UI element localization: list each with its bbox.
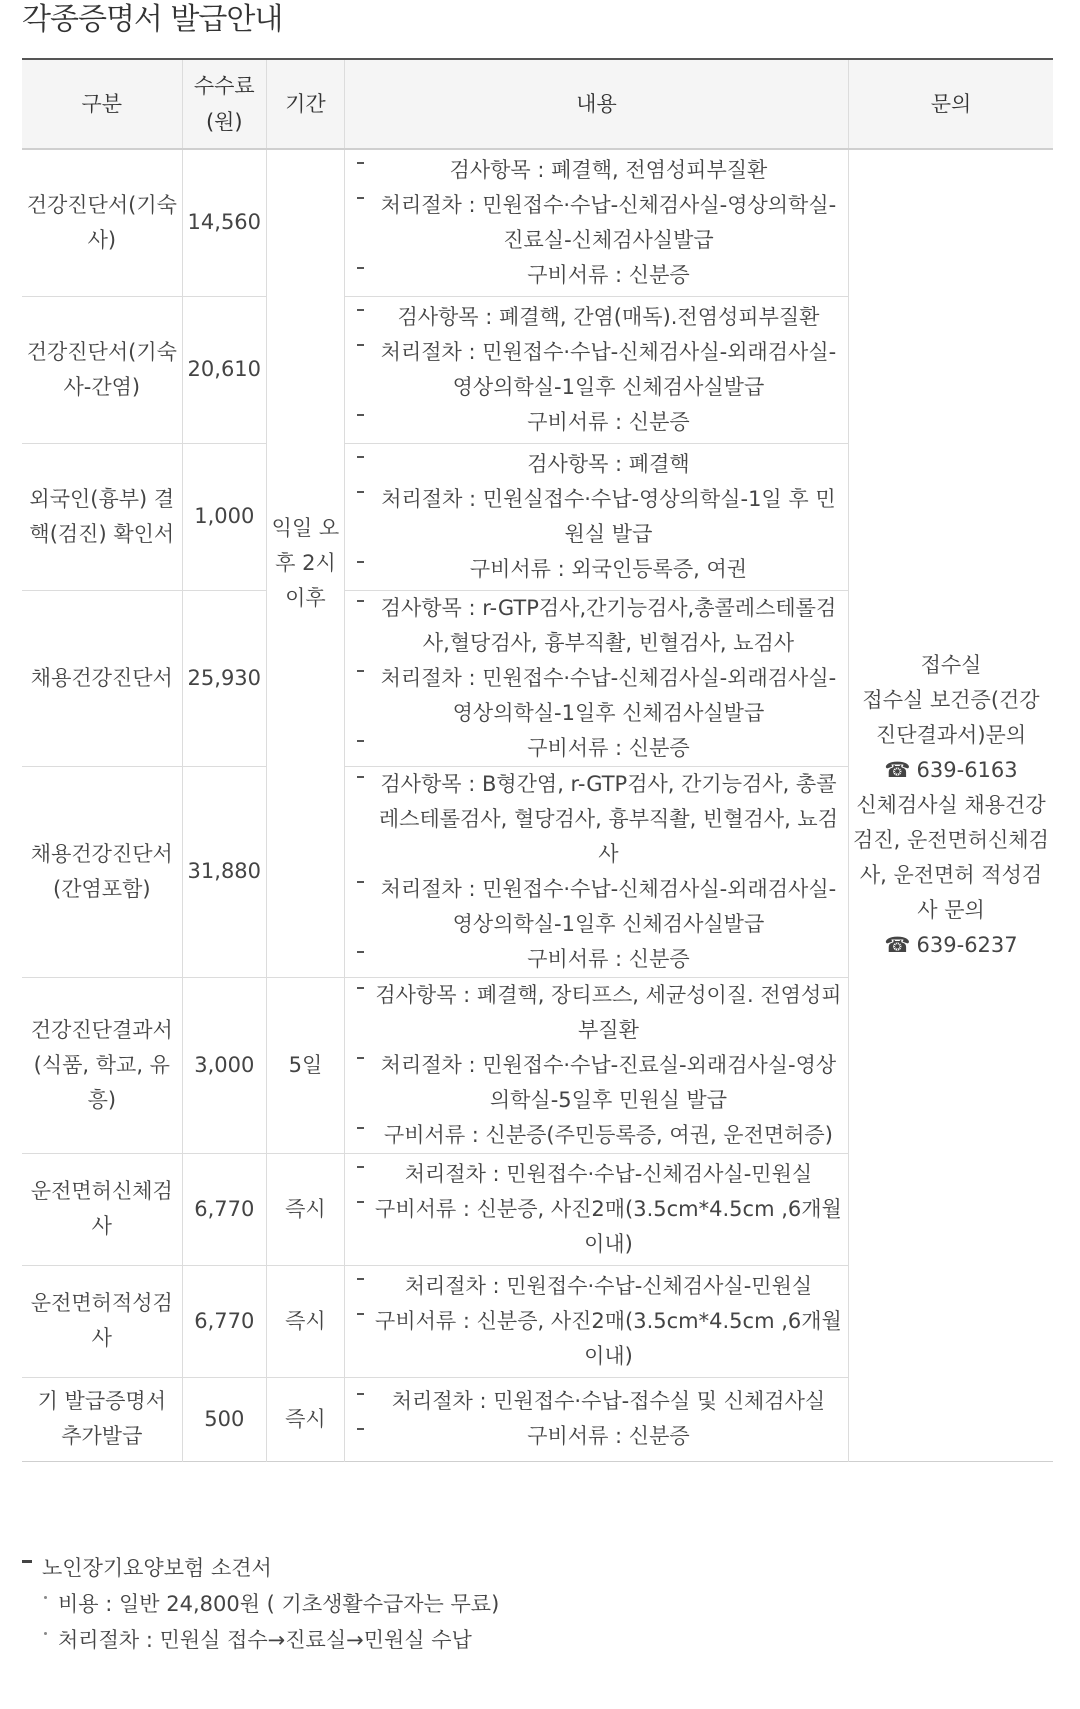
list-item: 처리절차 : 민원실접수·수납-영상의학실-1일 후 민원실 발급: [349, 482, 844, 552]
cell-content: [344, 1153, 848, 1265]
header-content: 내용: [344, 59, 848, 149]
page-title: 각종증명서 발급안내: [22, 2, 283, 37]
cell-period: 즉시: [266, 1377, 344, 1461]
cell-fee: 1,000: [182, 443, 266, 590]
cell-type: 채용건강진단서: [22, 590, 182, 766]
list-item: 구비서류 : 신분증, 사진2매(3.5cm*4.5cm ,6개월이내): [349, 1304, 844, 1374]
cell-content: [344, 296, 848, 443]
cell-fee: 31,880: [182, 766, 266, 977]
cell-content: [344, 149, 848, 296]
cell-type: 건강진단서(기숙사-간염): [22, 296, 182, 443]
header-fee: 수수료(원): [182, 59, 266, 149]
contact-line: 신체검사실 채용건강검진, 운전면허신체검사, 운전면허 적성검사 문의: [853, 792, 1049, 922]
list-item: 검사항목 : 폐결핵, 장티프스, 세균성이질. 전염성피부질환: [349, 978, 844, 1048]
cell-fee: 500: [182, 1377, 266, 1461]
list-item: 검사항목 : 폐결핵, 전염성피부질환: [349, 153, 844, 188]
list-item: 검사항목 : 폐결핵: [349, 447, 844, 482]
cell-type: 운전면허신체검사: [22, 1153, 182, 1265]
contact-phone-number: 639-6237: [916, 932, 1018, 957]
cell-type: 건강진단서(기숙사): [22, 149, 182, 296]
list-item: 처리절차 : 민원접수·수납-접수실 및 신체검사실: [349, 1384, 844, 1419]
table-header-row: [22, 59, 1053, 149]
cell-content: [344, 1377, 848, 1461]
cell-type: 채용건강진단서(간염포함): [22, 766, 182, 977]
cell-content: [344, 590, 848, 766]
list-item: 처리절차 : 민원접수·수납-신체검사실-민원실: [349, 1269, 844, 1304]
contact-line: 접수실: [920, 652, 982, 677]
cell-fee: 6,770: [182, 1153, 266, 1265]
list-item: 구비서류 : 신분증(주민등록증, 여권, 운전면허증): [349, 1118, 844, 1153]
contact-phone: [853, 753, 1049, 788]
cell-content: [344, 443, 848, 590]
cell-type: 기 발급증명서 추가발급: [22, 1377, 182, 1461]
note-item: 처리절차 : 민원실 접수→진료실→민원실 수납: [22, 1622, 1022, 1658]
list-item: 구비서류 : 외국인등록증, 여권: [349, 552, 844, 587]
list-item: 처리절차 : 민원접수·수납-신체검사실-민원실: [349, 1157, 844, 1192]
list-item: 처리절차 : 민원접수·수납-신체검사실-외래검사실-영상의학실-1일후 신체검사실발급: [349, 872, 844, 942]
cell-fee: 6,770: [182, 1265, 266, 1377]
cell-type: 건강진단결과서(식품, 학교, 유흥): [22, 977, 182, 1153]
note-item: 비용 : 일반 24,800원 ( 기초생활수급자는 무료): [22, 1586, 1022, 1622]
note-title: 노인장기요양보험 소견서: [22, 1550, 1022, 1586]
cell-contact: [849, 149, 1053, 1461]
list-item: 처리절차 : 민원접수·수납-신체검사실-영상의학실-진료실-신체검사실발급: [349, 188, 844, 258]
header-type: 구분: [22, 59, 182, 149]
cell-type: 외국인(흉부) 결핵(검진) 확인서: [22, 443, 182, 590]
care-insurance-note: [22, 1550, 1022, 1658]
contact-phone-number: 639-6163: [916, 757, 1018, 782]
header-period: 기간: [266, 59, 344, 149]
list-item: 처리절차 : 민원접수·수납-신체검사실-외래검사실-영상의학실-1일후 신체검사실발급: [349, 335, 844, 405]
cell-period: 즉시: [266, 1265, 344, 1377]
list-item: 구비서류 : 신분증: [349, 942, 844, 977]
cell-content: [344, 766, 848, 977]
cell-shared-period: 익일 오후 2시 이후: [266, 149, 344, 977]
cell-fee: 20,610: [182, 296, 266, 443]
header-contact: 문의: [849, 59, 1053, 149]
phone-icon: ☎: [884, 932, 911, 957]
list-item: 검사항목 : B형간염, r-GTP검사, 간기능검사, 총콜레스테롤검사, 혈당검사, 흉부직촬, 빈혈검사, 뇨검사: [349, 767, 844, 872]
list-item: 처리절차 : 민원접수·수납-진료실-외래검사실-영상의학실-5일후 민원실 발급: [349, 1048, 844, 1118]
cell-period: 5일: [266, 977, 344, 1153]
cell-fee: 14,560: [182, 149, 266, 296]
cell-fee: 25,930: [182, 590, 266, 766]
cell-type: 운전면허적성검사: [22, 1265, 182, 1377]
cell-fee: 3,000: [182, 977, 266, 1153]
list-item: 구비서류 : 신분증: [349, 405, 844, 440]
list-item: 구비서류 : 신분증: [349, 731, 844, 766]
certificate-table: [22, 58, 1053, 1462]
list-item: 처리절차 : 민원접수·수납-신체검사실-외래검사실-영상의학실-1일후 신체검사실발급: [349, 661, 844, 731]
list-item: 구비서류 : 신분증, 사진2매(3.5cm*4.5cm ,6개월이내): [349, 1192, 844, 1262]
contact-phone: [853, 928, 1049, 963]
cell-period: 즉시: [266, 1153, 344, 1265]
list-item: 검사항목 : 폐결핵, 간염(매독).전염성피부질환: [349, 300, 844, 335]
list-item: 검사항목 : r-GTP검사,간기능검사,총콜레스테롤검사,혈당검사, 흉부직촬, 빈혈검사, 뇨검사: [349, 591, 844, 661]
table-row: [22, 149, 1053, 296]
list-item: 구비서류 : 신분증: [349, 258, 844, 293]
cell-content: [344, 977, 848, 1153]
list-item: 구비서류 : 신분증: [349, 1419, 844, 1454]
cell-content: [344, 1265, 848, 1377]
contact-line: 접수실 보건증(건강진단결과서)문의: [862, 687, 1040, 747]
phone-icon: ☎: [884, 757, 911, 782]
